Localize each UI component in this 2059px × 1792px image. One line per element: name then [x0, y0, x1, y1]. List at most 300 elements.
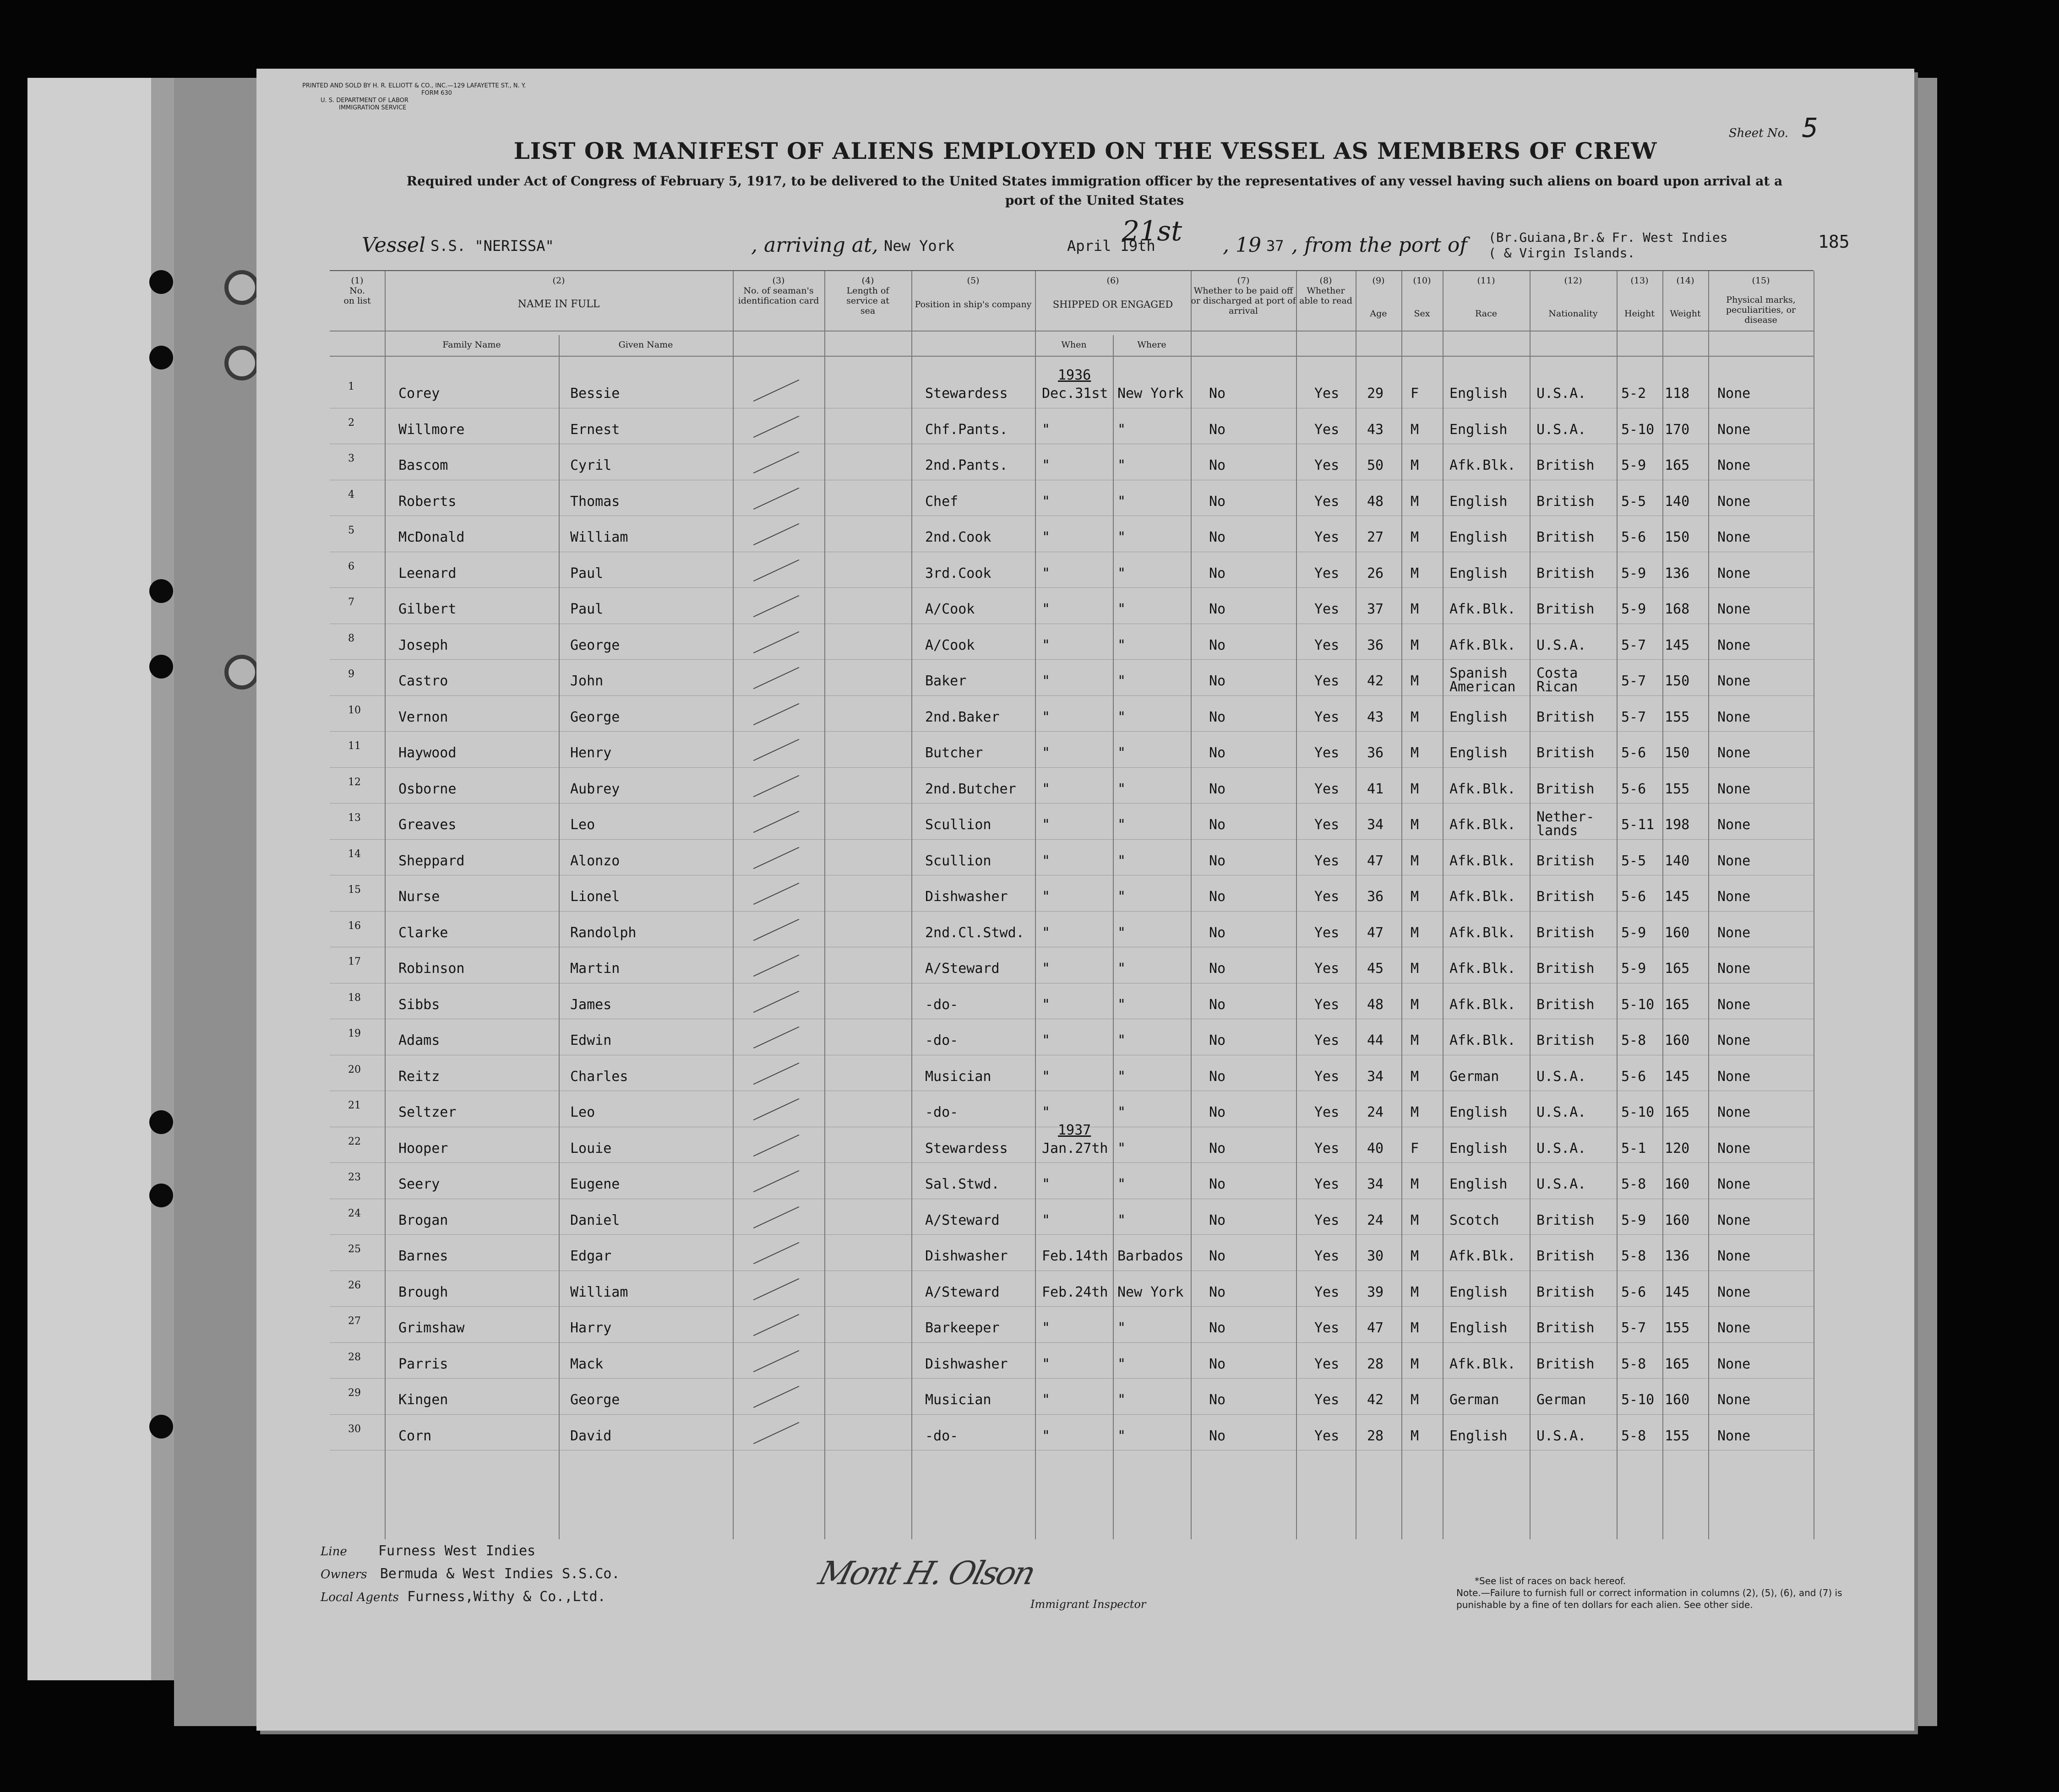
shipped-when: "	[1042, 1212, 1051, 1228]
able-to-read: Yes	[1314, 817, 1340, 833]
shipped-when: "	[1042, 1392, 1051, 1408]
race: Afk.Blk.	[1449, 1248, 1516, 1264]
id-card-tick	[753, 1278, 800, 1300]
age: 39	[1367, 1284, 1384, 1300]
race: Afk.Blk.	[1449, 961, 1516, 977]
footer-owners: Owners Bermuda & West Indies S.S.Co.	[321, 1566, 620, 1582]
height: 5-11	[1621, 817, 1655, 833]
id-card-tick	[753, 667, 800, 689]
family-name: Reitz	[398, 1068, 440, 1085]
inspector-signature: Mont H. Olson	[815, 1554, 1038, 1592]
height: 5-10	[1621, 996, 1655, 1013]
position: -do-	[925, 1032, 959, 1048]
shipped-when: "	[1042, 781, 1051, 797]
paid-off: No	[1209, 745, 1226, 761]
table-row	[330, 700, 1814, 736]
shipped-when: "	[1042, 1356, 1051, 1372]
weight: 198	[1665, 817, 1690, 833]
table-row	[330, 413, 1814, 449]
physical-marks: None	[1717, 1032, 1751, 1048]
row-number: 21	[348, 1100, 361, 1111]
binder-ring	[224, 270, 259, 305]
id-card-tick	[753, 559, 800, 581]
crew-table: (1) No. on list (2) NAME IN FULL Family Name Given Name (3) No. of seaman's identification card (4) Length of service at sea (5) Position in ship's company (6) SHIPPED OR ENGAGED When Where (7) Whether to be paid off or discharged at port of arrival (8) Whether able to read (9) Age (10) Sex (11) Race (12) Nationality (13) Height (14) Weight (15) Physical marks, peculiarities, or disease 1 Corey Bessie Stewardess Dec.31st New York No Yes 29 F English U.S.A. 5-2 118 None 2 Willmore Ernest Chf.Pants. " " No Yes 43 M English U.S.A. 5-10 170 None 3 Bascom Cyril 2nd.Pants. " " No Yes 50 M Afk.Blk. British 5-9 165 None 4 Roberts Thomas Chef " " No Yes 48 M English British 5-5 140 None 5 McDonald William 2nd.Cook " " No Yes 27 M English British 5-6 150 None 6 Leenard Paul 3rd.Cook " " No Yes 26 M English British 5-9 136 None 7 Gilbert Paul A/Cook " " No Yes 37 M Afk.Blk. British 5-9 168 None 8 Joseph George A/Cook " " No Yes 36 M Afk.Blk. U.S.A. 5-7 145 None 9 Castro John Baker " " No Yes 42 M Spanish American Costa Rican 5-7 150 None 10 Vernon George 2nd.Baker " " No Yes 43 M English British 5-7 155 None 11 Haywood Henry Butcher " " No Yes 36 M English British 5-6 150 None 12 Osborne Aubrey 2nd.Butcher " " No Yes 41 M Afk.Blk. British 5-6 155 None 13 Greaves Leo Scullion " " No Yes 34 M Afk.Blk. Nether-lands 5-11 198 None 14 Sheppard Alonzo Scullion " " No Yes 47 M Afk.Blk. British 5-5 140 None 15 Nurse Lionel Dishwasher " " No Yes 36 M Afk.Blk. British 5-6 145 None 16 Clarke Randolph 2nd.Cl.Stwd. " " No Yes 47 M Afk.Blk. British 5-9 160 None 17 Robinson Martin A/Steward " " No Yes 45 M Afk.Blk. British 5-9 165 None 18 Sibbs James -do- " " No Yes 48 M Afk.Blk. British 5-10 165 None 19 Adams Edwin -do- " " No Yes 44 M Afk.Blk. British 5-8 160 None 20 Reitz Charles Musician " " No Yes 34 M German U.S.A. 5-6 145 None 21 Seltzer Leo -do- " " No Yes 24 M English U.S.A. 5-10 165 None 22 Hooper Louie Stewardess Jan.27th " No Yes 40 F English U.S.A. 5-1 120 None 23 Seery Eugene Sal.Stwd. " " No Yes 34 M English U.S.A. 5-8 160 None 24 Brogan Daniel A/Steward " " No Yes 24 M Scotch British 5-9 160 None 25 Barnes Edgar Dishwasher Feb.14th Barbados No Yes 30 M Afk.Blk. British 5-8 136 None 26 Brough William A/Steward Feb.24th New York No Yes 39 M English British 5-6 145 None 27 Grimshaw Harry Barkeeper " " No Yes 47 M English British 5-7 155 None 28 Parris Mack Dishwasher " " No Yes 28 M Afk.Blk. British 5-8 165 None 29 Kingen George Musician " " No Yes 42 M German German 5-10 160 None 30 Corn David -do- " " No Yes 28 M English U.S.A. 5-8 155 None 1936 1937	[330, 270, 1814, 1539]
able-to-read: Yes	[1314, 637, 1340, 653]
given-name: Henry	[570, 745, 612, 761]
page-subtitle: Required under Act of Congress of February 5, 1917, to be delivered to the United States immigration officer by the representatives of any vessel having such aliens on board upon arrival at a port of the United States	[406, 174, 1783, 208]
able-to-read: Yes	[1314, 1320, 1340, 1336]
table-row	[330, 448, 1814, 484]
physical-marks: None	[1717, 1284, 1751, 1300]
sex: M	[1411, 817, 1419, 833]
shipped-where: Barbados	[1117, 1248, 1184, 1264]
year-note: 1937	[1058, 1122, 1091, 1138]
id-card-tick	[753, 918, 800, 940]
position: Butcher	[925, 745, 983, 761]
sex: M	[1411, 1356, 1419, 1372]
given-name: John	[570, 673, 604, 689]
row-number: 12	[348, 776, 361, 788]
table-row	[330, 736, 1814, 772]
position: Sal.Stwd.	[925, 1176, 1000, 1192]
family-name: Hooper	[398, 1140, 448, 1157]
family-name: Nurse	[398, 889, 440, 905]
table-row	[330, 1203, 1814, 1239]
table-row	[330, 1311, 1814, 1347]
physical-marks: None	[1717, 1068, 1751, 1085]
weight: 165	[1665, 996, 1690, 1013]
table-row	[330, 664, 1814, 700]
height: 5-9	[1621, 565, 1646, 581]
position: -do-	[925, 1104, 959, 1120]
table-row	[330, 1023, 1814, 1059]
able-to-read: Yes	[1314, 781, 1340, 797]
shipped-when: "	[1042, 745, 1051, 761]
height: 5-1	[1621, 1140, 1646, 1157]
race: Afk.Blk.	[1449, 924, 1516, 941]
family-name: Willmore	[398, 421, 465, 438]
row-number: 8	[348, 632, 354, 644]
given-name: Aubrey	[570, 781, 620, 797]
given-name: Paul	[570, 565, 604, 581]
position: 2nd.Cl.Stwd.	[925, 924, 1024, 941]
shipped-where: "	[1117, 709, 1126, 725]
shipped-where: "	[1117, 1104, 1126, 1120]
physical-marks: None	[1717, 1176, 1751, 1192]
nationality: U.S.A.	[1536, 1068, 1586, 1085]
height: 5-7	[1621, 673, 1646, 689]
physical-marks: None	[1717, 924, 1751, 941]
sex: M	[1411, 709, 1419, 725]
position: Scullion	[925, 853, 991, 869]
race: Afk.Blk.	[1449, 817, 1516, 833]
age: 43	[1367, 421, 1384, 438]
row-number: 22	[348, 1135, 361, 1147]
arrival-date: April 19th	[1067, 237, 1155, 255]
row-number: 7	[348, 597, 354, 608]
age: 47	[1367, 853, 1384, 869]
paid-off: No	[1209, 961, 1226, 977]
id-card-tick	[753, 955, 800, 977]
shipped-when: "	[1042, 637, 1051, 653]
age: 34	[1367, 1068, 1384, 1085]
weight: 160	[1665, 1392, 1690, 1408]
given-name: Mack	[570, 1356, 604, 1372]
age: 37	[1367, 601, 1384, 617]
nationality: British	[1536, 457, 1595, 473]
row-number: 18	[348, 992, 361, 1004]
id-card-tick	[753, 415, 800, 437]
table-row	[330, 951, 1814, 988]
able-to-read: Yes	[1314, 529, 1340, 545]
race: English	[1449, 1176, 1508, 1192]
binder-hole	[149, 1110, 173, 1134]
family-name: Bascom	[398, 457, 448, 473]
weight: 150	[1665, 673, 1690, 689]
sex: M	[1411, 745, 1419, 761]
physical-marks: None	[1717, 457, 1751, 473]
given-name: Daniel	[570, 1212, 620, 1228]
page-title: LIST OR MANIFEST OF ALIENS EMPLOYED ON THE VESSEL AS MEMBERS OF CREW	[513, 137, 1657, 164]
weight: 140	[1665, 493, 1690, 510]
race: Afk.Blk.	[1449, 1032, 1516, 1048]
shipped-where: "	[1117, 1032, 1126, 1048]
physical-marks: None	[1717, 1320, 1751, 1336]
physical-marks: None	[1717, 1212, 1751, 1228]
shipped-where: "	[1117, 1140, 1126, 1157]
weight: 150	[1665, 529, 1690, 545]
id-card-tick	[753, 1062, 800, 1084]
weight: 160	[1665, 1176, 1690, 1192]
given-name: Charles	[570, 1068, 628, 1085]
position: Musician	[925, 1392, 991, 1408]
shipped-when: "	[1042, 421, 1051, 438]
family-name: Corn	[398, 1428, 432, 1444]
position: 2nd.Pants.	[925, 457, 1008, 473]
id-card-tick	[753, 990, 800, 1012]
weight: 136	[1665, 1248, 1690, 1264]
able-to-read: Yes	[1314, 1176, 1340, 1192]
shipped-where: "	[1117, 1320, 1126, 1336]
nationality: British	[1536, 924, 1595, 941]
id-card-tick	[753, 631, 800, 653]
sex: F	[1411, 386, 1419, 402]
able-to-read: Yes	[1314, 1140, 1340, 1157]
height: 5-9	[1621, 601, 1646, 617]
given-name: Randolph	[570, 924, 637, 941]
arrival-port: New York	[884, 237, 955, 255]
sex: M	[1411, 637, 1419, 653]
given-name: Bessie	[570, 386, 620, 402]
id-card-tick	[753, 595, 800, 617]
shipped-when: "	[1042, 529, 1051, 545]
physical-marks: None	[1717, 1356, 1751, 1372]
family-name: Seltzer	[398, 1104, 457, 1120]
family-name: Sheppard	[398, 853, 465, 869]
age: 48	[1367, 493, 1384, 510]
physical-marks: None	[1717, 781, 1751, 797]
age: 34	[1367, 1176, 1384, 1192]
able-to-read: Yes	[1314, 493, 1340, 510]
nationality: British	[1536, 1356, 1595, 1372]
nationality: British	[1536, 709, 1595, 725]
id-card-tick	[753, 1206, 800, 1228]
row-number: 3	[348, 453, 354, 464]
able-to-read: Yes	[1314, 1104, 1340, 1120]
family-name: Clarke	[398, 924, 448, 941]
given-name: Edwin	[570, 1032, 612, 1048]
table-row	[330, 880, 1814, 916]
given-name: Louie	[570, 1140, 612, 1157]
height: 5-8	[1621, 1356, 1646, 1372]
able-to-read: Yes	[1314, 1248, 1340, 1264]
given-name: Thomas	[570, 493, 620, 510]
given-name: Leo	[570, 817, 595, 833]
nationality: British	[1536, 1284, 1595, 1300]
shipped-where: "	[1117, 1356, 1126, 1372]
position: -do-	[925, 1428, 959, 1444]
nationality: U.S.A.	[1536, 386, 1586, 402]
race: Spanish American	[1449, 665, 1516, 695]
family-name: Gilbert	[398, 601, 457, 617]
physical-marks: None	[1717, 386, 1751, 402]
race: English	[1449, 1320, 1508, 1336]
date-correction: 21st	[1122, 215, 1182, 247]
height: 5-9	[1621, 457, 1646, 473]
able-to-read: Yes	[1314, 1392, 1340, 1408]
height: 5-6	[1621, 781, 1646, 797]
row-number: 19	[348, 1028, 361, 1039]
position: Barkeeper	[925, 1320, 1000, 1336]
family-name: Sibbs	[398, 996, 440, 1013]
shipped-where: "	[1117, 1428, 1126, 1444]
race: Afk.Blk.	[1449, 457, 1516, 473]
height: 5-7	[1621, 709, 1646, 725]
sex: M	[1411, 1284, 1419, 1300]
given-name: Alonzo	[570, 853, 620, 869]
shipped-where: "	[1117, 1176, 1126, 1192]
given-name: James	[570, 996, 612, 1013]
family-name: Haywood	[398, 745, 457, 761]
paid-off: No	[1209, 1284, 1226, 1300]
paid-off: No	[1209, 1428, 1226, 1444]
vessel-name: S.S. "NERISSA"	[430, 237, 554, 255]
height: 5-7	[1621, 1320, 1646, 1336]
height: 5-10	[1621, 1104, 1655, 1120]
table-row	[330, 1383, 1814, 1419]
race: English	[1449, 565, 1508, 581]
sex: F	[1411, 1140, 1419, 1157]
sex: M	[1411, 889, 1419, 905]
paid-off: No	[1209, 493, 1226, 510]
shipped-when: "	[1042, 601, 1051, 617]
race: English	[1449, 529, 1508, 545]
position: Dishwasher	[925, 1356, 1008, 1372]
nationality: British	[1536, 493, 1595, 510]
sex: M	[1411, 565, 1419, 581]
family-name: Robinson	[398, 961, 465, 977]
nationality: British	[1536, 996, 1595, 1013]
shipped-when: "	[1042, 1068, 1051, 1085]
paid-off: No	[1209, 421, 1226, 438]
shipped-where: "	[1117, 1212, 1126, 1228]
race: English	[1449, 1284, 1508, 1300]
race: Afk.Blk.	[1449, 996, 1516, 1013]
row-number: 28	[348, 1351, 361, 1363]
given-name: George	[570, 709, 620, 725]
id-card-tick	[753, 380, 800, 402]
sex: M	[1411, 1176, 1419, 1192]
physical-marks: None	[1717, 637, 1751, 653]
race: English	[1449, 421, 1508, 438]
nationality: U.S.A.	[1536, 1176, 1586, 1192]
row-number: 30	[348, 1423, 361, 1435]
table-row	[330, 808, 1814, 844]
race: English	[1449, 493, 1508, 510]
sex: M	[1411, 1104, 1419, 1120]
race: Afk.Blk.	[1449, 1356, 1516, 1372]
position: Chf.Pants.	[925, 421, 1008, 438]
binder-hole	[149, 1415, 173, 1439]
shipped-when: Feb.14th	[1042, 1248, 1108, 1264]
position: -do-	[925, 996, 959, 1013]
able-to-read: Yes	[1314, 889, 1340, 905]
able-to-read: Yes	[1314, 1032, 1340, 1048]
nationality: Costa Rican	[1536, 665, 1578, 695]
physical-marks: None	[1717, 673, 1751, 689]
row-number: 14	[348, 848, 361, 860]
able-to-read: Yes	[1314, 421, 1340, 438]
family-name: Vernon	[398, 709, 448, 725]
paid-off: No	[1209, 673, 1226, 689]
row-number: 25	[348, 1244, 361, 1255]
printer-imprint: PRINTED AND SOLD BY H. R. ELLIOTT & CO., INC.—129 LAFAYETTE ST., N. Y. FORM 630 U. S. DEPARTMENT OF LABOR IMMIGRATION SERVICE	[302, 82, 526, 111]
sex: M	[1411, 1392, 1419, 1408]
row-number: 5	[348, 525, 354, 536]
position: Baker	[925, 673, 967, 689]
age: 42	[1367, 1392, 1384, 1408]
able-to-read: Yes	[1314, 386, 1340, 402]
age: 27	[1367, 529, 1384, 545]
able-to-read: Yes	[1314, 1428, 1340, 1444]
physical-marks: None	[1717, 709, 1751, 725]
height: 5-2	[1621, 386, 1646, 402]
sex: M	[1411, 1212, 1419, 1228]
age: 40	[1367, 1140, 1384, 1157]
family-name: Leenard	[398, 565, 457, 581]
nationality: German	[1536, 1392, 1586, 1408]
given-name: Harry	[570, 1320, 612, 1336]
weight: 120	[1665, 1140, 1690, 1157]
shipped-when: "	[1042, 457, 1051, 473]
given-name: Edgar	[570, 1248, 612, 1264]
sex: M	[1411, 673, 1419, 689]
height: 5-6	[1621, 889, 1646, 905]
shipped-when: "	[1042, 961, 1051, 977]
row-number: 10	[348, 704, 361, 716]
id-card-tick	[753, 1350, 800, 1372]
weight: 165	[1665, 1104, 1690, 1120]
id-card-tick	[753, 451, 800, 473]
sex: M	[1411, 853, 1419, 869]
table-row	[330, 1167, 1814, 1203]
paid-off: No	[1209, 1212, 1226, 1228]
table-row	[330, 484, 1814, 521]
race: English	[1449, 1140, 1508, 1157]
weight: 145	[1665, 637, 1690, 653]
weight: 145	[1665, 1284, 1690, 1300]
age: 30	[1367, 1248, 1384, 1264]
row-number: 24	[348, 1207, 361, 1219]
shipped-where: "	[1117, 889, 1126, 905]
nationality: U.S.A.	[1536, 1428, 1586, 1444]
id-card-tick	[753, 847, 800, 869]
physical-marks: None	[1717, 817, 1751, 833]
vessel-line: Vessel S.S. "NERISSA" , arriving at, New York April 19th 21st , 19 37 , from the port of (Br.Guiana,Br.& Fr. West Indies ( & Virgin Islands. 185	[362, 215, 1850, 261]
id-card-tick	[753, 883, 800, 905]
age: 28	[1367, 1428, 1384, 1444]
family-name: Joseph	[398, 637, 448, 653]
able-to-read: Yes	[1314, 673, 1340, 689]
id-card-tick	[753, 1422, 800, 1444]
shipped-when: "	[1042, 565, 1051, 581]
shipped-when: "	[1042, 853, 1051, 869]
paid-off: No	[1209, 386, 1226, 402]
inspector-label: Immigrant Inspector	[1030, 1598, 1146, 1611]
age: 41	[1367, 781, 1384, 797]
height: 5-6	[1621, 1068, 1646, 1085]
height: 5-9	[1621, 961, 1646, 977]
age: 24	[1367, 1104, 1384, 1120]
position: 3rd.Cook	[925, 565, 991, 581]
table-row	[330, 556, 1814, 592]
weight: 155	[1665, 781, 1690, 797]
physical-marks: None	[1717, 889, 1751, 905]
binder-hole	[149, 579, 173, 603]
age: 26	[1367, 565, 1384, 581]
nationality: British	[1536, 1032, 1595, 1048]
given-name: Paul	[570, 601, 604, 617]
family-name: Brough	[398, 1284, 448, 1300]
position: Scullion	[925, 817, 991, 833]
nationality: British	[1536, 745, 1595, 761]
row-number: 16	[348, 920, 361, 932]
id-card-tick	[753, 487, 800, 509]
weight: 140	[1665, 853, 1690, 869]
shipped-where: "	[1117, 781, 1126, 797]
shipped-when: "	[1042, 1104, 1051, 1120]
shipped-where: "	[1117, 673, 1126, 689]
age: 47	[1367, 1320, 1384, 1336]
weight: 118	[1665, 386, 1690, 402]
id-card-tick	[753, 1170, 800, 1192]
sex: M	[1411, 601, 1419, 617]
able-to-read: Yes	[1314, 924, 1340, 941]
weight: 160	[1665, 924, 1690, 941]
family-name: Barnes	[398, 1248, 448, 1264]
table-row	[330, 772, 1814, 808]
sheet-number: Sheet No. 5	[1728, 112, 1818, 143]
table-row	[330, 1275, 1814, 1311]
nationality: U.S.A.	[1536, 637, 1586, 653]
id-card-tick	[753, 1386, 800, 1408]
shipped-where: "	[1117, 1392, 1126, 1408]
shipped-when: "	[1042, 673, 1051, 689]
sex: M	[1411, 1320, 1419, 1336]
nationality: British	[1536, 1248, 1595, 1264]
id-card-tick	[753, 811, 800, 833]
shipped-where: "	[1117, 529, 1126, 545]
